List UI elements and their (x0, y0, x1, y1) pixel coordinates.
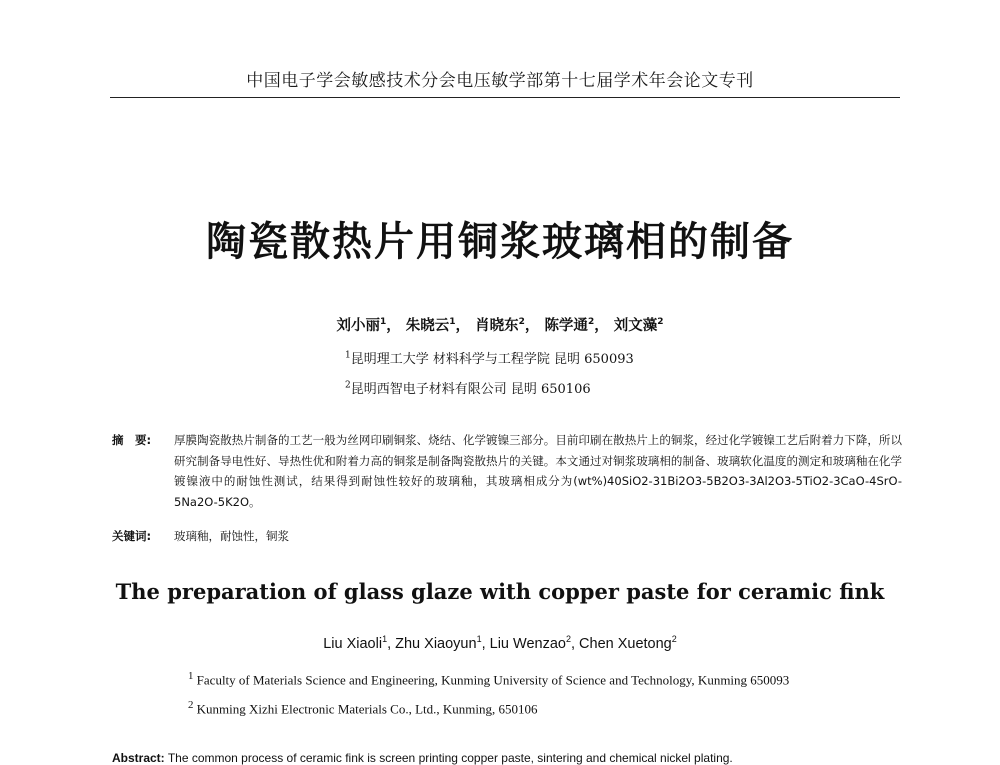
affiliation-text: Kunming Xizhi Electronic Materials Co., Ltd., Kunming, 650106 (196, 701, 538, 717)
author-cn: 朱晓云 (405, 318, 450, 334)
author-en: Zhu Xiaoyun (395, 636, 477, 652)
author-sup: 2 (587, 317, 595, 328)
author-sup: 2 (565, 634, 571, 645)
author-en: Liu Wenzao (489, 636, 566, 652)
affiliation-cn-2 (345, 378, 591, 397)
affiliation-en-2 (188, 699, 538, 717)
affiliation-text: Faculty of Materials Science and Engineering, Kunming University of Science and Technology, Kunming 650093 (196, 672, 790, 688)
header-rule (110, 97, 900, 98)
keywords-text: 玻璃釉，耐蚀性，铜浆 (174, 529, 289, 543)
affiliation-sup: 1 (188, 670, 194, 682)
author-cn: 刘小丽 (336, 318, 380, 334)
chinese-authors: 刘小丽$^1$， 朱晓云$^1$， 肖晓东$^2$， 陈学通$^2$， 刘文藻$^2$ (336, 317, 664, 334)
author-en: Liu Xiaoli (323, 636, 383, 652)
author-en: Chen Xuetong (579, 636, 672, 652)
abstract-en-label: Abstract: (112, 751, 165, 765)
author-sup: 1 (382, 634, 388, 645)
author-sup: 1 (379, 317, 387, 328)
author-cn: 肖晓东 (475, 318, 519, 334)
affiliation-sup: 2 (188, 699, 194, 711)
author-sup: 2 (657, 317, 664, 328)
abstract-cn (112, 430, 902, 512)
abstract-label: 摘 要: (112, 433, 152, 447)
author-sup: 1 (476, 634, 482, 645)
keywords-label: 关键词: (112, 529, 152, 543)
affiliation-cn-1 (345, 348, 634, 367)
chinese-title: 陶瓷散热片用铜浆玻璃相的制备 (206, 219, 794, 265)
author-sup: 2 (671, 634, 677, 645)
abstract-en-partial (112, 751, 902, 765)
affiliation-text: 昆明西智电子材料有限公司 昆明 650106 (350, 382, 591, 397)
journal-header: 中国电子学会敏感技术分会电压敏学部第十七届学术年会论文专刊 (246, 71, 754, 91)
affiliation-en-1 (188, 670, 789, 688)
affiliation-text: 昆明理工大学 材料科学与工程学院 昆明 650093 (350, 352, 634, 367)
affiliation-sup: 1 (345, 350, 351, 361)
author-cn: 陈学通 (544, 318, 588, 334)
author-cn: 刘文藻 (613, 318, 658, 334)
author-sup: 2 (518, 317, 525, 328)
author-sup: 1 (449, 317, 456, 328)
affiliation-sup: 2 (345, 380, 351, 391)
abstract-body: 厚膜陶瓷散热片制备的工艺一般为丝网印刷铜浆、烧结、化学镀镍三部分。目前印刷在散热片上的铜浆，经过化学镀镍工艺后附着力下降，所以研究制备导电性好、导热性优和附着力高的铜浆是制备陶瓷散热片的关键。本文通过对铜浆玻璃相的制备、玻璃软化温度的测定和玻璃釉在化学镀镍液中的耐蚀性测试，结果得到耐蚀性较好的玻璃釉，其玻璃相成分为(wt%)40SiO2-31Bi2O3-5B2O3-3Al2O3-5TiO2-3CaO-4SrO-5Na2O-5K2O。 (174, 433, 902, 509)
keywords-cn (112, 528, 289, 544)
abstract-en-text: The common process of ceramic fink is screen printing copper paste, sintering and chemical nickel plating. (167, 751, 733, 765)
english-title: The preparation of glass glaze with copper paste for ceramic fink (115, 579, 885, 604)
english-authors: Liu Xiaoli$^1$, Zhu Xiaoyun$^1$, Liu Wenzao$^2$, Chen Xuetong$^2$ (323, 634, 677, 652)
